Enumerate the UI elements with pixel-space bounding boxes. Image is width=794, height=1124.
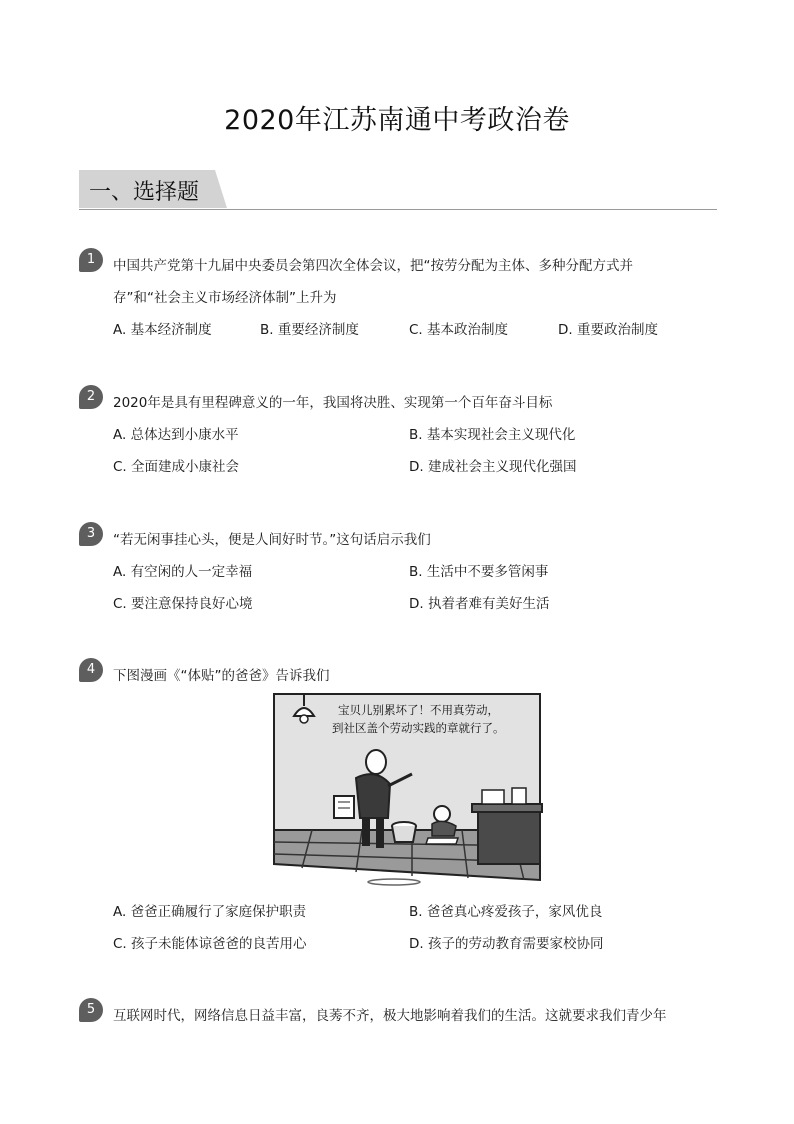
question-3 (79, 522, 719, 622)
question-2 (79, 385, 719, 485)
option-c[interactable]: C. 全面建成小康社会 (113, 459, 240, 475)
option-a[interactable]: A. 有空闲的人一定幸福 (113, 564, 253, 580)
option-c[interactable]: C. 要注意保持良好心境 (113, 596, 253, 612)
question-4-options (79, 896, 719, 956)
question-stem-line: 中国共产党第十九届中央委员会第四次全体会议，把“按劳分配为主体、多种分配方式并 (113, 258, 633, 274)
question-stem (113, 387, 713, 419)
question-stem-line: 互联网时代，网络信息日益丰富，良莠不齐，极大地影响着我们的生活。这就要求我们青少年 (113, 1008, 667, 1024)
option-d[interactable]: D. 孩子的劳动教育需要家校协同 (409, 936, 604, 952)
section-label: 一、选择题 (89, 180, 200, 205)
question-stem (113, 1000, 713, 1032)
option-c[interactable]: C. 孩子未能体谅爸爸的良苦用心 (113, 936, 307, 952)
option-a[interactable]: A. 基本经济制度 (113, 322, 212, 338)
cartoon-caption-line: 到社区盖个劳动实践的章就行了。 (332, 721, 505, 735)
question-1 (79, 248, 719, 348)
question-stem (113, 250, 713, 314)
option-b[interactable]: B. 重要经济制度 (260, 322, 359, 338)
question-stem-line: “若无闲事挂心头，便是人间好时节。”这句话启示我们 (113, 532, 431, 548)
question-number-badge: 2 (79, 385, 103, 409)
question-number-badge: 5 (79, 998, 103, 1022)
option-d[interactable]: D. 执着者难有美好生活 (409, 596, 550, 612)
option-b[interactable]: B. 爸爸真心疼爱孩子，家风优良 (409, 904, 603, 920)
question-number-badge: 4 (79, 658, 103, 682)
option-a[interactable]: A. 爸爸正确履行了家庭保护职责 (113, 904, 307, 920)
option-d[interactable]: D. 重要政治制度 (558, 322, 658, 338)
document-title: 2020年江苏南通中考政治卷 (224, 105, 570, 136)
question-stem (113, 660, 713, 692)
question-number-badge: 3 (79, 522, 103, 546)
option-b[interactable]: B. 生活中不要多管闲事 (409, 564, 549, 580)
section-header (79, 170, 717, 210)
question-stem-line: 下图漫画《“体贴”的爸爸》告诉我们 (113, 668, 330, 684)
cartoon-illustration (272, 692, 544, 888)
option-d[interactable]: D. 建成社会主义现代化强国 (409, 459, 577, 475)
question-5 (79, 998, 719, 1038)
option-a[interactable]: A. 总体达到小康水平 (113, 427, 239, 443)
question-stem-line: 2020年是具有里程碑意义的一年，我国将决胜、实现第一个百年奋斗目标 (113, 395, 553, 411)
cartoon-drawing (272, 692, 544, 888)
question-stem (113, 524, 713, 556)
question-stem-line: 存”和“社会主义市场经济体制”上升为 (113, 290, 337, 306)
cartoon-caption-line: 宝贝儿别累坏了！不用真劳动， (338, 703, 499, 717)
option-b[interactable]: B. 基本实现社会主义现代化 (409, 427, 576, 443)
question-number-badge: 1 (79, 248, 103, 272)
option-c[interactable]: C. 基本政治制度 (409, 322, 509, 338)
